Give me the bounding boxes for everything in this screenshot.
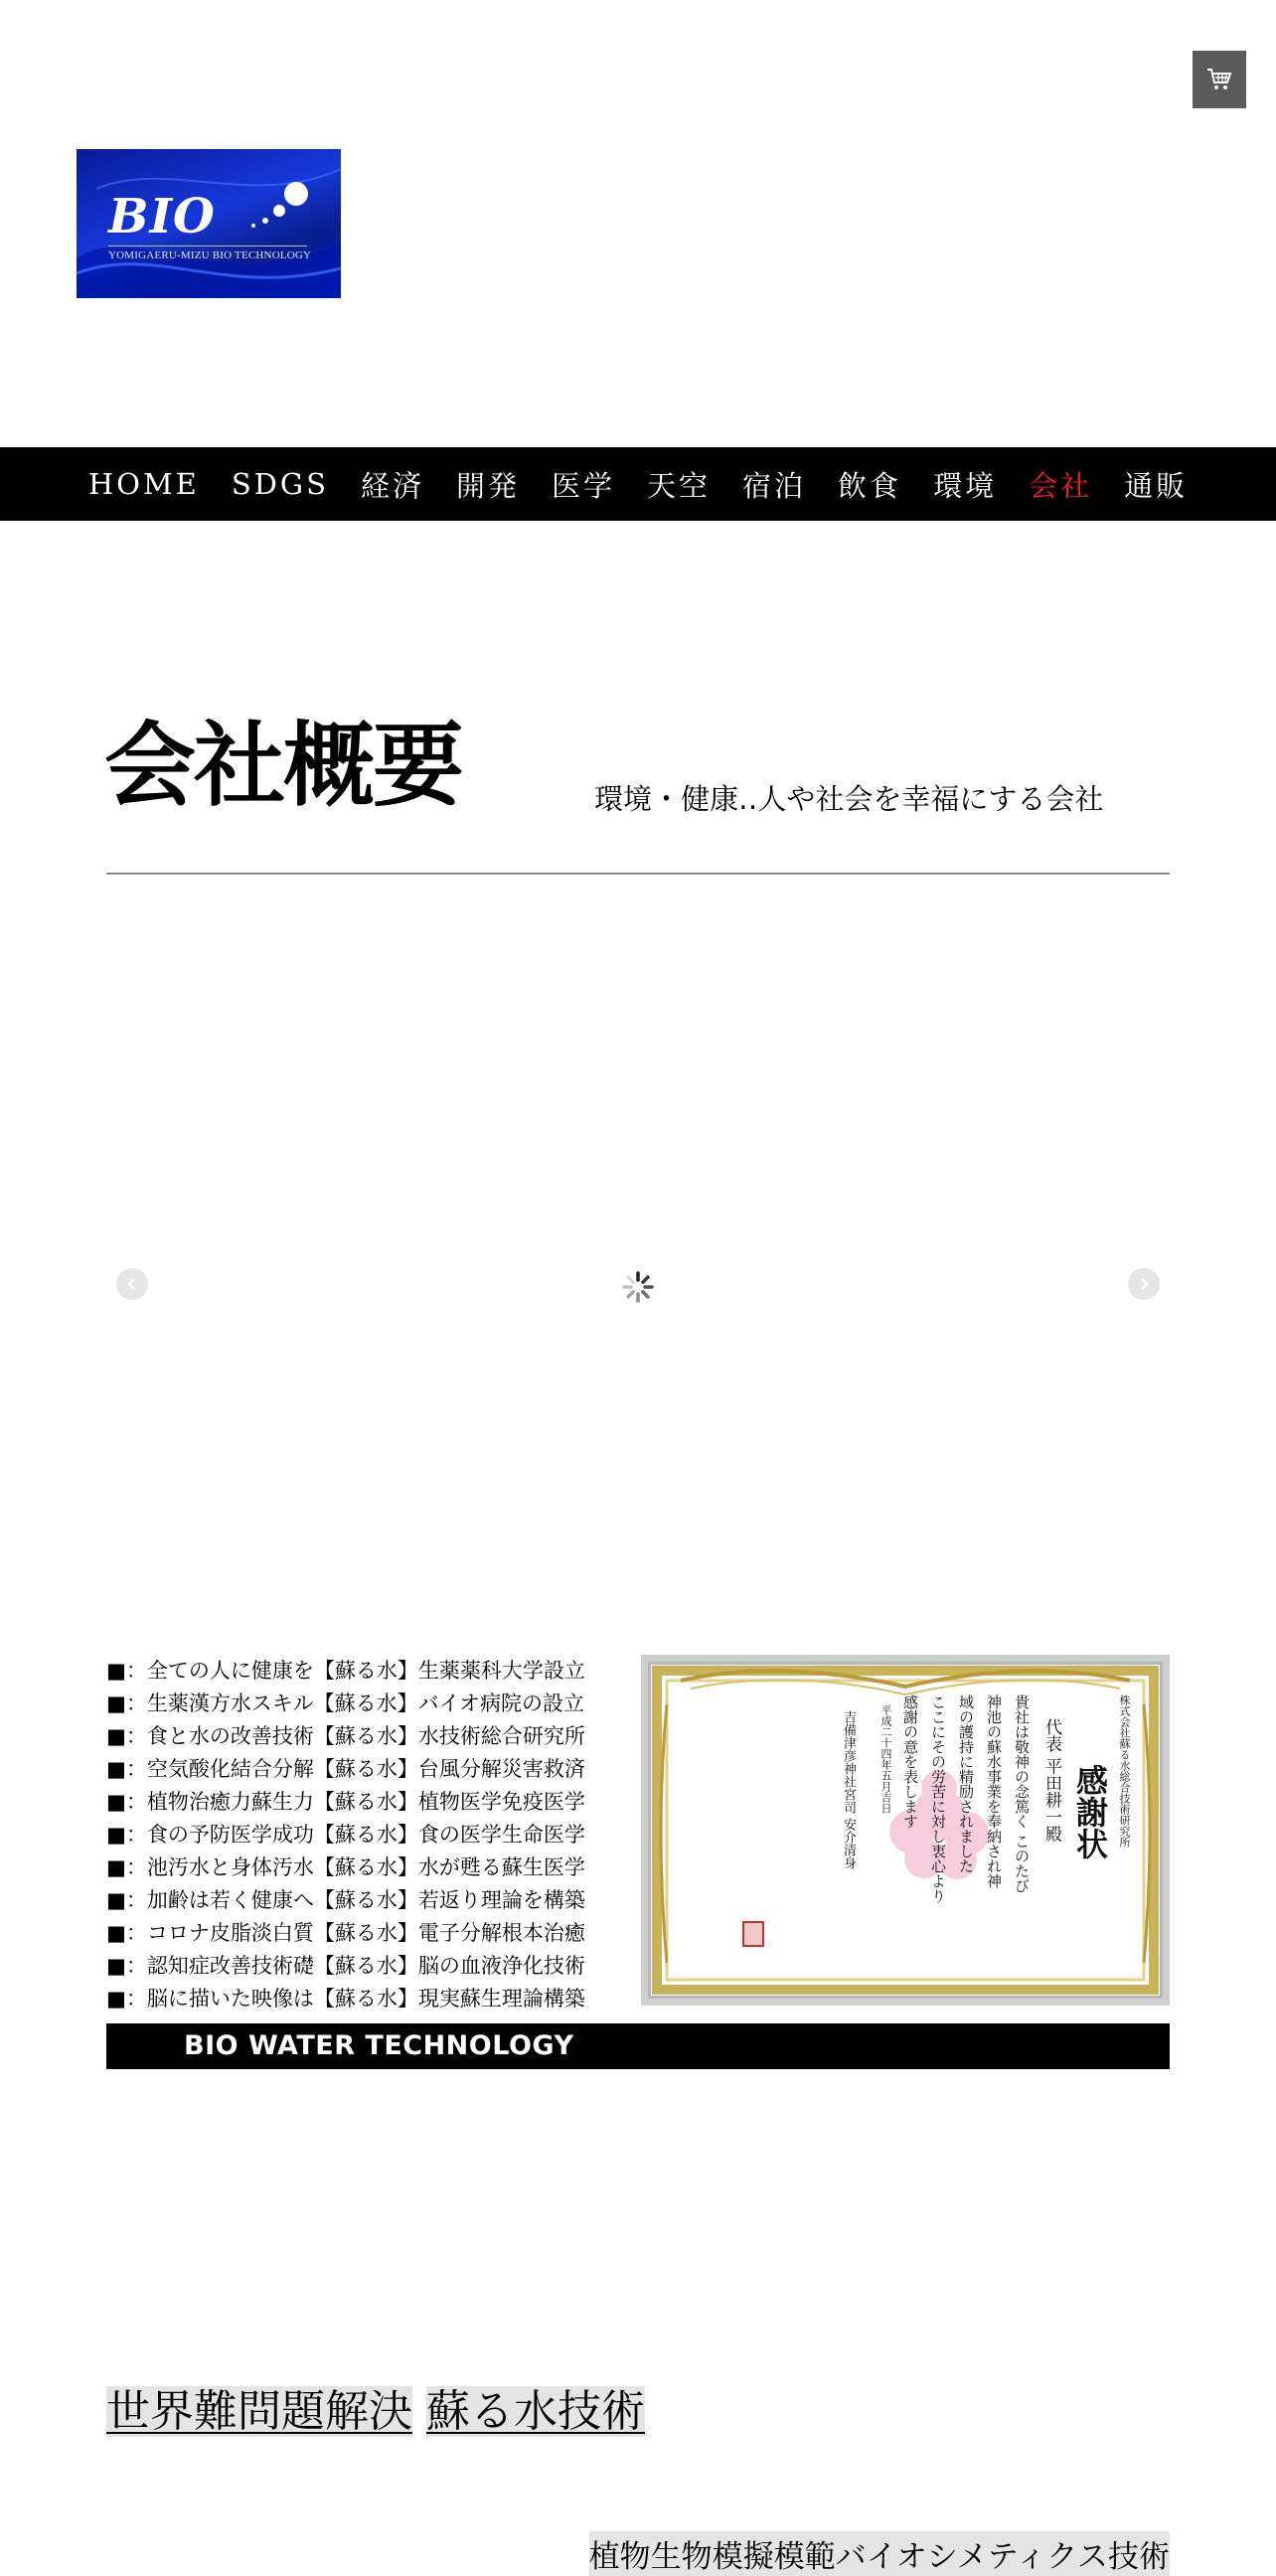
slider-prev-button[interactable] — [116, 1268, 148, 1300]
chevron-left-icon — [125, 1277, 139, 1291]
certificate-body-line: 貴社は敬神の念篤く このたび — [1013, 1694, 1031, 1893]
certificate-body-line: ここにその労苦に対し衷心より — [929, 1694, 947, 1903]
main-nav — [0, 447, 1276, 521]
logo-wordmark: BIO — [108, 189, 216, 244]
list-item: ■：池汚水と身体汚水【蘇る水】水が甦る蘇生医学 — [106, 1855, 585, 1879]
site-logo[interactable] — [77, 149, 341, 298]
nav-item-company[interactable]: 会社 — [1029, 468, 1093, 503]
certificate-date: 平成二十四年五月吉日 — [879, 1704, 892, 1814]
nav-item-environment[interactable]: 環境 — [933, 468, 998, 503]
bio-water-banner — [106, 2023, 1170, 2069]
slider-next-button[interactable] — [1128, 1268, 1160, 1300]
cart-button[interactable] — [1193, 51, 1246, 108]
list-item: ■：認知症改善技術礎【蘇る水】脳の血液浄化技術 — [106, 1954, 585, 1978]
nav-item-development[interactable]: 開発 — [455, 468, 520, 503]
nav-item-food[interactable]: 飲食 — [838, 468, 902, 503]
logo-rule — [108, 245, 307, 246]
list-item: ■：植物治癒力蘇生力【蘇る水】植物医学免疫医学 — [106, 1790, 585, 1814]
nav-item-sky[interactable]: 天空 — [647, 468, 712, 503]
banner-text: BIO WATER TECHNOLOGY — [184, 2030, 574, 2061]
title-divider — [106, 873, 1170, 875]
nav-item-medicine[interactable]: 医学 — [552, 468, 616, 503]
list-item: ■：全ての人に健康を【蘇る水】生薬薬科大学設立 — [106, 1659, 585, 1683]
certificate-seal — [742, 1921, 764, 1947]
nav-item-shop[interactable]: 通販 — [1124, 468, 1189, 503]
list-item: ■：脳に描いた映像は【蘇る水】現実蘇生理論構築 — [106, 1987, 585, 2011]
nav-item-home[interactable]: HOME — [87, 467, 200, 501]
heading-link-problem-solving[interactable]: 世界難問題解決 — [106, 2386, 412, 2437]
list-item: ■：加齢は若く健康へ【蘇る水】若返り理論を構築 — [106, 1888, 585, 1912]
certificate-body-line: 域の護持に精励されました — [957, 1694, 975, 1873]
certificate-title: 感謝状 — [1071, 1764, 1109, 1859]
list-item: ■：生薬漢方水スキル【蘇る水】バイオ病院の設立 — [106, 1691, 584, 1715]
section-subheading: 植物生物模擬模範バイオシメティクス技術 — [589, 2531, 1170, 2576]
nav-item-economy[interactable]: 経済 — [360, 468, 424, 503]
certificate-image — [641, 1655, 1170, 2006]
certificate-rep: 代表 平田耕一殿 — [1041, 1718, 1061, 1843]
page-title: 会社概要 — [104, 713, 463, 819]
certificate-body-line: 神池の蘇水事業を奉納され神 — [985, 1694, 1003, 1888]
chevron-right-icon — [1137, 1277, 1151, 1291]
list-item: ■：コロナ皮脂淡白質【蘇る水】電子分解根本治癒 — [106, 1921, 585, 1945]
section-heading — [106, 2375, 645, 2439]
cart-icon — [1206, 68, 1232, 91]
feature-list — [106, 1655, 613, 2015]
heading-link-water-technology[interactable]: 蘇る水技術 — [426, 2386, 645, 2437]
certificate-body-line: 感謝の意を表します — [901, 1694, 919, 1829]
certificate-org: 株式会社蘇る水総合技術研究所 — [1118, 1694, 1131, 1848]
list-item: ■：空気酸化結合分解【蘇る水】台風分解災害救済 — [106, 1757, 585, 1781]
nav-item-lodging[interactable]: 宿泊 — [742, 468, 807, 503]
list-item: ■：食と水の改善技術【蘇る水】水技術総合研究所 — [106, 1724, 585, 1748]
logo-tagline: YOMIGAERU-MIZU BIO TECHNOLOGY — [108, 249, 312, 261]
nav-item-sdgs[interactable]: SDGS — [231, 467, 329, 501]
spinner-icon — [621, 1270, 655, 1304]
image-slider — [106, 934, 1170, 1630]
page-subtitle: 環境・健康‥人や社会を幸福にする会社 — [594, 782, 1104, 816]
list-item: ■：食の予防医学成功【蘇る水】食の医学生命医学 — [106, 1823, 585, 1847]
certificate-issuer: 吉備津彦神社宮司 安介清身 — [841, 1710, 856, 1870]
